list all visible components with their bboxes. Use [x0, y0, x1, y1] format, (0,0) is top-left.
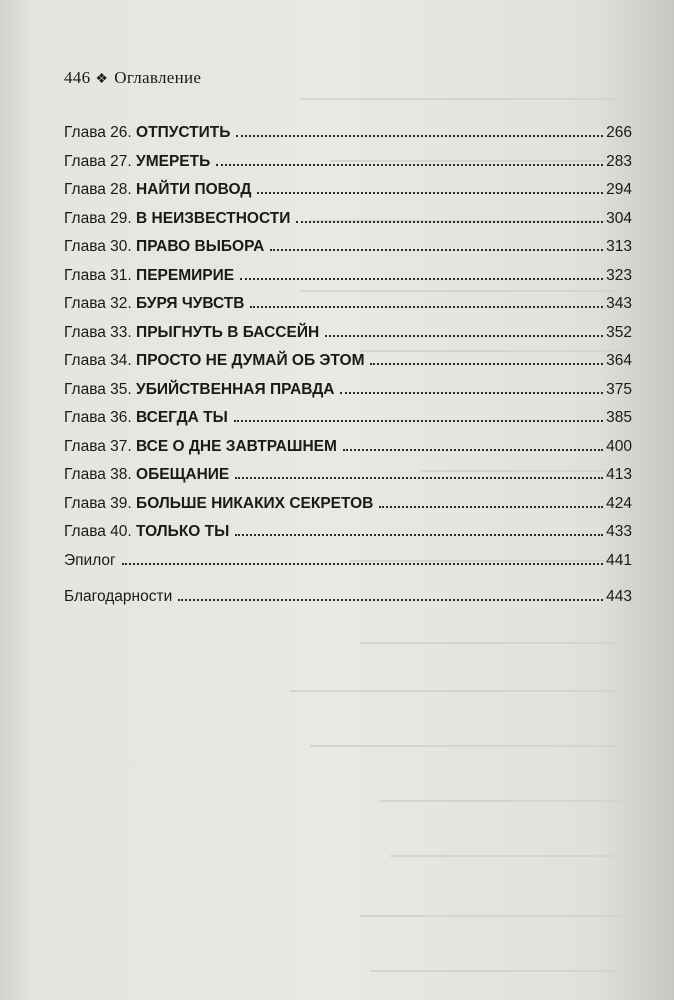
toc-entry-label	[64, 466, 233, 484]
chapter-title: ОБЕЩАНИЕ	[136, 466, 230, 483]
chapter-number: Глава 36.	[64, 409, 132, 426]
chapter-title: ПРАВО ВЫБОРА	[136, 238, 265, 255]
chapter-title: УБИЙСТВЕННАЯ ПРАВДА	[136, 380, 335, 398]
dot-leader	[379, 506, 603, 508]
bleed-line	[370, 970, 630, 972]
toc-page-number: 424	[606, 494, 632, 512]
toc-page-number: 304	[606, 209, 632, 227]
chapter-number: Глава 40.	[64, 523, 132, 540]
chapter-number: Глава 38.	[64, 466, 132, 483]
chapter-title: В НЕИЗВЕСТНОСТИ	[136, 209, 291, 227]
chapter-number: Глава 37.	[64, 437, 132, 455]
dot-leader	[235, 534, 603, 536]
chapter-number: Глава 30.	[64, 238, 132, 255]
toc-entry	[64, 466, 632, 495]
bleed-line	[390, 855, 630, 857]
toc-entry	[64, 438, 632, 467]
bleed-line	[360, 642, 630, 644]
toc-page-number: 400	[606, 437, 632, 455]
dot-leader	[240, 278, 603, 280]
chapter-number: Глава 34.	[64, 352, 132, 369]
ornament-icon: ❖	[95, 72, 109, 87]
toc-entry	[64, 181, 632, 210]
toc-page-number: 413	[606, 466, 632, 483]
toc-entry-acknowledgements	[64, 588, 632, 617]
bleed-line	[360, 915, 630, 917]
toc-page-number: 294	[606, 181, 632, 198]
chapter-title: БУРЯ ЧУВСТВ	[136, 295, 245, 312]
toc-entry-label	[64, 438, 341, 456]
dot-leader	[250, 306, 603, 308]
section-title: Оглавление	[114, 68, 202, 87]
toc-entry	[64, 381, 632, 410]
dot-leader	[236, 135, 603, 137]
toc-entry-epilogue	[64, 552, 632, 581]
dot-leader	[178, 599, 603, 601]
chapter-number: Глава 29.	[64, 209, 132, 227]
toc-entry	[64, 495, 632, 524]
toc-entry-label	[64, 495, 377, 513]
toc-entry-label	[64, 210, 294, 228]
dot-leader	[296, 221, 603, 223]
toc-entry-label	[64, 181, 255, 199]
epilogue-label: Эпилог	[64, 551, 116, 569]
toc-entry-label	[64, 153, 214, 171]
dot-leader	[257, 192, 603, 194]
toc-entry	[64, 238, 632, 267]
toc-entry	[64, 210, 632, 239]
toc-page-number: 283	[606, 152, 632, 170]
toc-entry-label	[64, 352, 368, 370]
dot-leader	[234, 420, 603, 422]
toc-entry	[64, 409, 632, 438]
toc-entry-label	[64, 238, 268, 256]
toc-page-number: 375	[606, 380, 632, 398]
toc-page-number: 364	[606, 352, 632, 369]
chapter-number: Глава 26.	[64, 124, 132, 141]
chapter-number: Глава 35.	[64, 380, 132, 398]
chapter-title: НАЙТИ ПОВОД	[136, 181, 252, 198]
chapter-number: Глава 27.	[64, 152, 132, 170]
toc-page-number: 443	[606, 588, 632, 605]
running-header	[64, 68, 201, 88]
toc-page-number: 433	[606, 523, 632, 540]
toc-page-number: 385	[606, 409, 632, 426]
chapter-title: ТОЛЬКО ТЫ	[136, 523, 230, 540]
bleed-line	[310, 745, 630, 747]
bleed-line	[290, 690, 630, 692]
chapter-title: ПЕРЕМИРИЕ	[136, 266, 235, 284]
chapter-number: Глава 28.	[64, 181, 132, 198]
chapter-number: Глава 32.	[64, 295, 132, 312]
dot-leader	[235, 477, 603, 479]
toc-entry-label	[64, 124, 234, 142]
toc-page-number: 266	[606, 124, 632, 141]
chapter-title: ВСЕГДА ТЫ	[136, 409, 228, 426]
toc-entry-label	[64, 267, 238, 285]
bleed-line	[380, 800, 630, 802]
dot-leader	[325, 335, 603, 337]
dot-leader	[340, 392, 603, 394]
toc-entry	[64, 324, 632, 353]
toc-entry	[64, 124, 632, 153]
dot-leader	[270, 249, 603, 251]
chapter-number: Глава 33.	[64, 323, 132, 341]
toc-entry	[64, 267, 632, 296]
toc-page-number: 343	[606, 295, 632, 312]
toc-entry-label	[64, 409, 232, 427]
toc-page-number: 352	[606, 323, 632, 341]
dot-leader	[370, 363, 603, 365]
toc-entry-label	[64, 295, 248, 313]
chapter-title: ПРЫГНУТЬ В БАССЕЙН	[136, 323, 320, 341]
toc-entry	[64, 295, 632, 324]
page-number: 446	[64, 68, 91, 87]
chapter-number: Глава 31.	[64, 266, 132, 284]
toc-entry	[64, 153, 632, 182]
toc-page-number: 441	[606, 551, 632, 569]
toc-entry	[64, 523, 632, 552]
toc-entry-label	[64, 324, 323, 342]
chapter-title: БОЛЬШЕ НИКАКИХ СЕКРЕТОВ	[136, 494, 374, 512]
dot-leader	[216, 164, 603, 166]
chapter-title: УМЕРЕТЬ	[136, 152, 211, 170]
chapter-title: ОТПУСТИТЬ	[136, 124, 231, 141]
dot-leader	[122, 563, 603, 565]
toc-entry-label	[64, 523, 233, 541]
dot-leader	[343, 449, 603, 451]
toc-entry	[64, 352, 632, 381]
table-of-contents	[64, 124, 632, 617]
chapter-number: Глава 39.	[64, 494, 132, 512]
acknowledgements-label: Благодарности	[64, 588, 173, 605]
toc-page-number: 323	[606, 266, 632, 284]
bleed-line	[300, 98, 620, 100]
chapter-title: ПРОСТО НЕ ДУМАЙ ОБ ЭТОМ	[136, 352, 365, 369]
chapter-title: ВСЕ О ДНЕ ЗАВТРАШНЕМ	[136, 437, 337, 455]
toc-page-number: 313	[606, 238, 632, 255]
toc-entry-label	[64, 381, 338, 399]
